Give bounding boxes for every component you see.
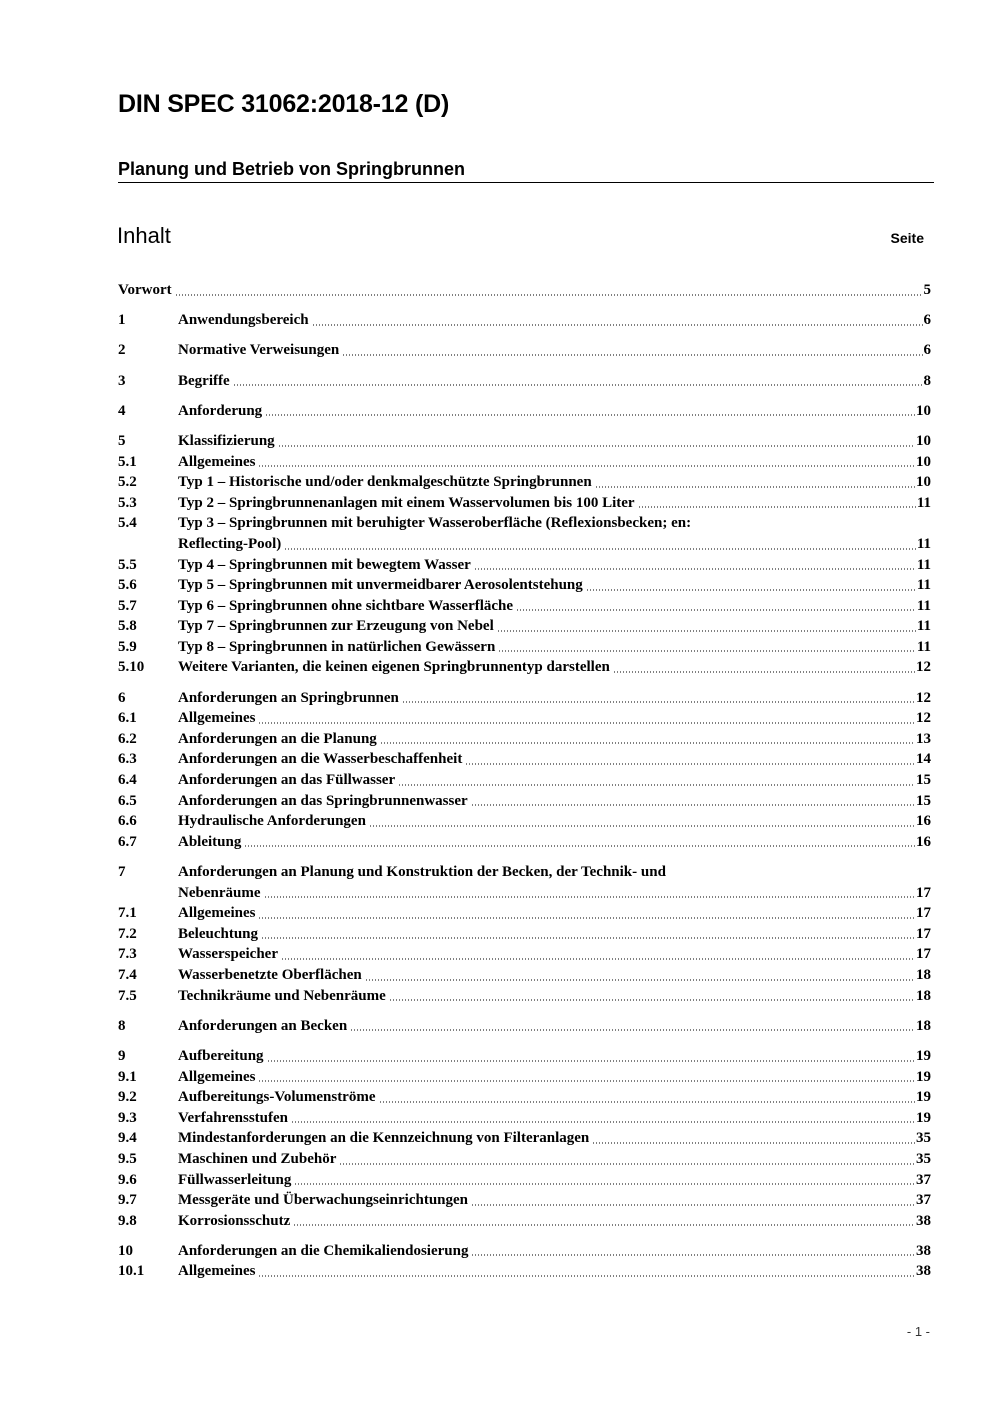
- toc-entry-title-continued: Nebenräume: [178, 884, 261, 901]
- toc-entry-title: Klassifizierung: [178, 432, 275, 449]
- toc-entry[interactable]: [118, 493, 931, 514]
- toc-entry-title: Wasserbenetzte Oberflächen: [178, 966, 362, 983]
- toc-dot-leader: [595, 486, 915, 488]
- toc-entry-number: 6.4: [118, 772, 137, 789]
- toc-entry-title: Anforderungen an Planung und Konstruktion der Becken, der Technik- und: [178, 864, 666, 880]
- toc-entry-number: 4: [118, 402, 126, 419]
- toc-dot-leader: [402, 701, 915, 703]
- toc-entry-number: 9.6: [118, 1171, 137, 1188]
- toc-entry[interactable]: [118, 944, 931, 965]
- toc-entry-title: Füllwasserleitung: [178, 1171, 292, 1188]
- toc-entry-page: 11: [916, 535, 931, 552]
- toc-dot-leader: [293, 1224, 915, 1226]
- toc-entry-page: 38: [916, 1212, 931, 1229]
- toc-entry[interactable]: [118, 1211, 931, 1232]
- toc-entry[interactable]: [118, 832, 931, 853]
- toc-dot-leader: [233, 384, 923, 386]
- toc-entry-number: 6.6: [118, 813, 137, 830]
- document-subtitle: Planung und Betrieb von Springbrunnen: [118, 159, 465, 179]
- toc-entry-title: Maschinen und Zubehör: [178, 1150, 337, 1167]
- toc-dot-leader: [258, 1080, 915, 1082]
- toc-dot-leader: [312, 324, 923, 326]
- toc-entry-page: 19: [916, 1109, 931, 1126]
- toc-entry-page: 19: [916, 1047, 931, 1064]
- toc-dot-leader: [258, 917, 915, 919]
- toc-entry-title: Typ 7 – Springbrunnen zur Erzeugung von Nebel: [178, 618, 494, 635]
- toc-entry-number: 9.5: [118, 1150, 137, 1167]
- toc-entry[interactable]: [118, 657, 931, 678]
- toc-entry[interactable]: [118, 401, 931, 422]
- toc-entry[interactable]: [118, 903, 931, 924]
- toc-entry-title: Anforderungen an die Chemikaliendosierung: [178, 1242, 469, 1259]
- toc-dot-leader: [258, 722, 915, 724]
- toc-dot-leader: [264, 896, 916, 898]
- toc-entry[interactable]: [118, 1261, 931, 1282]
- toc-entry-page: 10: [916, 474, 931, 491]
- toc-entry-page: 17: [916, 946, 931, 963]
- toc-entry-title: Allgemeines: [178, 710, 256, 727]
- toc-entry-number: 7.3: [118, 946, 137, 963]
- toc-entry-page: 18: [916, 987, 931, 1004]
- toc-entry[interactable]: [118, 1016, 931, 1037]
- toc-dot-leader: [471, 804, 915, 806]
- toc-entry-title: Verfahrensstufen: [178, 1109, 289, 1126]
- toc-entry-title: Normative Verweisungen: [178, 342, 340, 359]
- toc-entry[interactable]: [118, 1108, 931, 1129]
- toc-entry-title: Aufbereitungs-Volumenströme: [178, 1089, 376, 1106]
- toc-entry-number: 10.1: [118, 1263, 145, 1280]
- toc-entry-page: 17: [916, 884, 931, 901]
- toc-dot-leader: [281, 958, 915, 960]
- toc-entry[interactable]: [118, 965, 931, 986]
- toc-entry-number: 6.5: [118, 792, 137, 809]
- toc-entry-page: 10: [916, 432, 931, 449]
- toc-entry-number: 3: [118, 372, 126, 389]
- toc-entry[interactable]: [118, 310, 931, 331]
- toc-entry-title: Allgemeines: [178, 1263, 256, 1280]
- toc-entry[interactable]: [118, 749, 931, 770]
- toc-dot-leader: [497, 630, 916, 632]
- toc-entry[interactable]: [118, 1149, 931, 1170]
- toc-entry-page: 18: [916, 966, 931, 983]
- toc-entry[interactable]: [118, 1170, 931, 1191]
- toc-entry-title: Weitere Varianten, die keinen eigenen Springbrunnentyp darstellen: [178, 659, 610, 676]
- toc-entry-title: Ableitung: [178, 833, 242, 850]
- toc-entry-number: 10: [118, 1242, 133, 1259]
- toc-dot-leader: [267, 1060, 915, 1062]
- toc-entry-page: 19: [916, 1068, 931, 1085]
- toc-entry-title: Wasserspeicher: [178, 946, 278, 963]
- toc-entry[interactable]: [118, 1128, 931, 1149]
- toc-entry-page: 13: [916, 730, 931, 747]
- toc-entry-number: 9.1: [118, 1068, 137, 1085]
- toc-entry-continuation[interactable]: [118, 883, 931, 904]
- toc-entry[interactable]: [118, 596, 931, 617]
- toc-dot-leader: [369, 825, 915, 827]
- toc-entry-number: 9.4: [118, 1130, 137, 1147]
- toc-entry-title: Typ 5 – Springbrunnen mit unvermeidbarer Aerosolentstehung: [178, 577, 583, 594]
- document-title: DIN SPEC 31062:2018-12 (D): [118, 90, 450, 118]
- toc-entry-number: 1: [118, 312, 126, 329]
- toc-entry[interactable]: [118, 371, 931, 392]
- toc-entry-title: Anforderungen an das Füllwasser: [178, 772, 396, 789]
- toc-entry[interactable]: [118, 770, 931, 791]
- toc-entry[interactable]: [118, 791, 931, 812]
- toc-entry-number: 7.1: [118, 905, 137, 922]
- toc-entry-continuation[interactable]: [118, 534, 931, 555]
- toc-dot-leader: [258, 1275, 915, 1277]
- toc-entry-title: Typ 3 – Springbrunnen mit beruhigter Wasseroberfläche (Reflexionsbecken; en:: [178, 515, 692, 532]
- toc-entry-title: Typ 1 – Historische und/oder denkmalgeschützte Springbrunnen: [178, 474, 592, 491]
- toc-dot-leader: [175, 294, 923, 296]
- toc-entry-title-continued: Reflecting-Pool): [178, 535, 282, 552]
- toc-entry-page: 10: [916, 402, 931, 419]
- toc-entry-page: 8: [923, 372, 931, 389]
- toc-dot-leader: [278, 445, 915, 447]
- toc-entry[interactable]: [118, 340, 931, 361]
- toc-entry-number: 6: [118, 689, 126, 706]
- toc-entry-title: Korrosionsschutz: [178, 1212, 291, 1229]
- toc-entry-number: 8: [118, 1017, 126, 1034]
- toc-entry-page: 6: [923, 342, 931, 359]
- toc-entry-page: 11: [916, 618, 931, 635]
- toc-entry-page: 11: [916, 556, 931, 573]
- toc-entry-number: 5.3: [118, 494, 137, 511]
- toc-entry-title: Typ 2 – Springbrunnenanlagen mit einem Wasservolumen bis 100 Liter: [178, 494, 635, 511]
- toc-entry-page: 19: [916, 1089, 931, 1106]
- toc-entry-page: 35: [916, 1130, 931, 1147]
- toc-entry-title: Beleuchtung: [178, 925, 259, 942]
- toc-entry-page: 11: [916, 597, 931, 614]
- toc-entry-title: Messgeräte und Überwachungseinrichtungen: [178, 1192, 469, 1209]
- toc-dot-leader: [284, 548, 916, 550]
- toc-entry[interactable]: [118, 280, 931, 301]
- toc-entry[interactable]: [118, 811, 931, 832]
- toc-heading: Inhalt: [117, 223, 171, 248]
- toc-dot-leader: [258, 465, 915, 467]
- toc-dot-leader: [244, 845, 915, 847]
- toc-entry-number: 7.2: [118, 925, 137, 942]
- toc-entry-number: 5.7: [118, 597, 137, 614]
- toc-entry-title: Typ 4 – Springbrunnen mit bewegtem Wasser: [178, 556, 471, 573]
- toc-entry[interactable]: [118, 1046, 931, 1067]
- toc-dot-leader: [465, 763, 915, 765]
- toc-entry-title: Typ 8 – Springbrunnen in natürlichen Gewässern: [178, 638, 496, 655]
- toc-entry-title: Technikräume und Nebenräume: [178, 987, 386, 1004]
- toc-entry-title: Typ 6 – Springbrunnen ohne sichtbare Wasserfläche: [178, 597, 514, 614]
- toc-dot-leader: [261, 937, 915, 939]
- toc-entry-title: Anforderungen an die Planung: [178, 730, 377, 747]
- toc-dot-leader: [471, 1254, 915, 1256]
- toc-entry[interactable]: [118, 1190, 931, 1211]
- toc-dot-leader: [498, 650, 916, 652]
- toc-entry-number: 7.5: [118, 987, 137, 1004]
- toc-entry-number: 5: [118, 432, 126, 449]
- toc-entry[interactable]: [118, 708, 931, 729]
- toc-entry-page: 38: [916, 1263, 931, 1280]
- toc-entry-page: 17: [916, 905, 931, 922]
- toc-dot-leader: [398, 784, 915, 786]
- toc-entry-title: Anforderung: [178, 402, 263, 419]
- toc-entry-number: 2: [118, 342, 126, 359]
- toc-entry-title: Anforderungen an Becken: [178, 1017, 348, 1034]
- toc-entry-title: Anforderungen an Springbrunnen: [178, 689, 399, 706]
- toc-entry-title: Anwendungsbereich: [178, 312, 309, 329]
- toc-entry[interactable]: [118, 637, 931, 658]
- header-divider: [118, 182, 934, 183]
- toc-entry-number: 9.7: [118, 1192, 137, 1209]
- toc-entry-number: 5.2: [118, 474, 137, 491]
- toc-entry-number: 5.9: [118, 638, 137, 655]
- toc-entry-title: Allgemeines: [178, 453, 256, 470]
- toc-entry-title: Mindestanforderungen an die Kennzeichnung von Filteranlagen: [178, 1130, 590, 1147]
- toc-entry-title: Hydraulische Anforderungen: [178, 813, 366, 830]
- toc-entry-title: Anforderungen an die Wasserbeschaffenheit: [178, 751, 463, 768]
- toc-entry-number: 5.6: [118, 577, 137, 594]
- toc-entry-number: 5.10: [118, 659, 145, 676]
- toc-dot-leader: [516, 609, 916, 611]
- toc-entry[interactable]: [118, 1087, 931, 1108]
- toc-entry-number: 5.4: [118, 515, 137, 532]
- toc-entry[interactable]: [118, 729, 931, 750]
- toc-entry-page: 11: [916, 638, 931, 655]
- toc-entry-title: Anforderungen an das Springbrunnenwasser: [178, 792, 468, 809]
- toc-entry[interactable]: [118, 452, 931, 473]
- toc-entry-number: 6.2: [118, 730, 137, 747]
- toc-entry[interactable]: [118, 1067, 931, 1088]
- toc-entry[interactable]: [118, 862, 931, 883]
- toc-entry-page: 10: [916, 453, 931, 470]
- toc-entry-page: 12: [916, 710, 931, 727]
- toc-entry-number: 9.3: [118, 1109, 137, 1126]
- toc-entry[interactable]: [118, 575, 931, 596]
- toc-entry-number: 7.4: [118, 966, 137, 983]
- toc-entry[interactable]: [118, 472, 931, 493]
- toc-entry-number: 5.1: [118, 453, 137, 470]
- footer-page-number: - 1 -: [906, 1324, 930, 1339]
- toc-entry-page: 37: [916, 1192, 931, 1209]
- toc-entry-page: 11: [916, 494, 931, 511]
- toc-dot-leader: [294, 1183, 915, 1185]
- toc-entry-page: 6: [923, 312, 931, 329]
- toc-entry[interactable]: [118, 616, 931, 637]
- toc-entry-title: Aufbereitung: [178, 1047, 264, 1064]
- toc-dot-leader: [350, 1029, 915, 1031]
- toc-dot-leader: [379, 1101, 916, 1103]
- toc-entry[interactable]: [118, 513, 931, 534]
- toc-entry-number: 6.7: [118, 833, 137, 850]
- toc-entry-page: 16: [916, 813, 931, 830]
- toc-entry-page: 14: [916, 751, 931, 768]
- toc-dot-leader: [586, 589, 916, 591]
- toc-entry[interactable]: [118, 1241, 931, 1262]
- toc-dot-leader: [339, 1163, 915, 1165]
- toc-entry-number: 9.2: [118, 1089, 137, 1106]
- toc-entry-page: 12: [916, 659, 931, 676]
- toc-entry-title: Allgemeines: [178, 1068, 256, 1085]
- toc-dot-leader: [471, 1204, 915, 1206]
- toc-dot-leader: [265, 414, 915, 416]
- toc-page-column-label: Seite: [890, 230, 924, 246]
- toc-entry[interactable]: [118, 555, 931, 576]
- toc-entry-page: 37: [916, 1171, 931, 1188]
- toc-entry-page: 16: [916, 833, 931, 850]
- toc-entry-page: 12: [916, 689, 931, 706]
- toc-entry-title: Allgemeines: [178, 905, 256, 922]
- toc-entry-page: 11: [916, 577, 931, 594]
- table-of-contents: [118, 280, 931, 1282]
- toc-entry-page: 5: [923, 282, 931, 298]
- toc-entry-page: 17: [916, 925, 931, 942]
- toc-entry-number: 9.8: [118, 1212, 137, 1229]
- toc-entry-number: 6.3: [118, 751, 137, 768]
- toc-entry-page: 15: [916, 772, 931, 789]
- toc-entry-page: 15: [916, 792, 931, 809]
- toc-entry-page: 35: [916, 1150, 931, 1167]
- toc-entry[interactable]: [118, 986, 931, 1007]
- toc-entry-number: 5.5: [118, 556, 137, 573]
- toc-entry-title: Vorwort: [118, 282, 172, 298]
- toc-dot-leader: [613, 671, 915, 673]
- toc-entry[interactable]: [118, 431, 931, 452]
- toc-entry[interactable]: [118, 924, 931, 945]
- toc-dot-leader: [291, 1121, 915, 1123]
- toc-dot-leader: [638, 506, 916, 508]
- toc-dot-leader: [380, 742, 915, 744]
- toc-entry[interactable]: [118, 688, 931, 709]
- toc-entry-number: 5.8: [118, 618, 137, 635]
- toc-entry-page: 38: [916, 1242, 931, 1259]
- toc-dot-leader: [592, 1142, 915, 1144]
- toc-entry-number: 7: [118, 864, 126, 880]
- toc-entry-page: 18: [916, 1017, 931, 1034]
- toc-entry-number: 9: [118, 1047, 126, 1064]
- toc-dot-leader: [342, 354, 922, 356]
- toc-dot-leader: [365, 979, 915, 981]
- toc-entry-title: Begriffe: [178, 372, 230, 389]
- toc-entry-number: 6.1: [118, 710, 137, 727]
- toc-dot-leader: [389, 999, 915, 1001]
- toc-dot-leader: [474, 568, 916, 570]
